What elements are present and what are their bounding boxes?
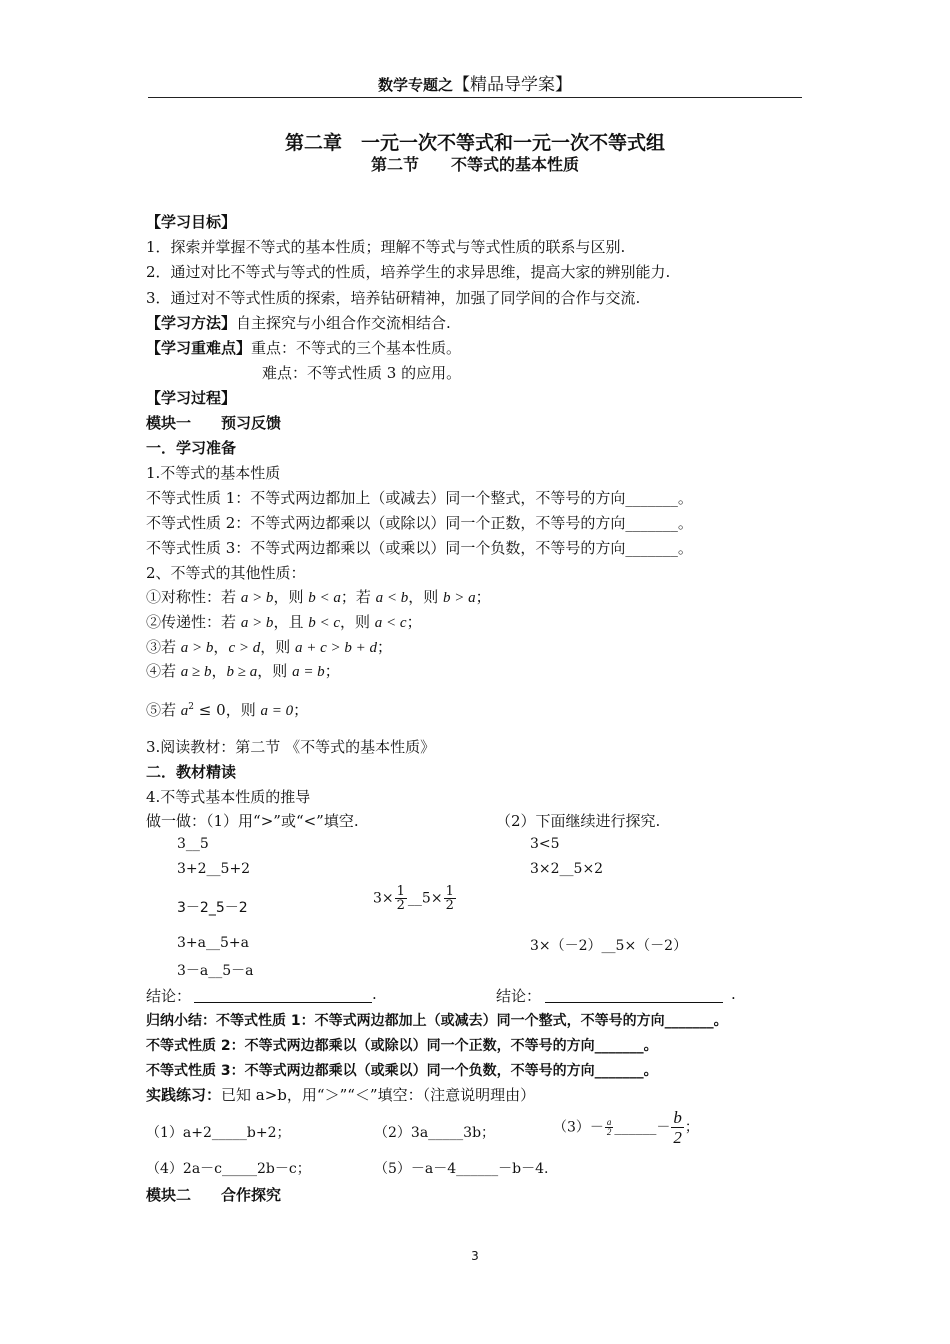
conclusion-right-blank <box>545 1002 723 1003</box>
practice-text: 已知 a>b，用“＞”“＜”填空：（注意说明理由） <box>221 1086 536 1104</box>
chapter-title: 第二章 一元一次不等式和一元一次不等式组 <box>284 132 665 154</box>
header-prefix: 数学专题之 <box>377 76 453 94</box>
practice-q2: （2）3a_____3b； <box>374 1125 496 1141</box>
other-property-5: ⑤若 $a^2 \le 0$，则 a = 0； <box>146 701 309 719</box>
other-property-4: ④若 a ≥ b，b ≥ a，则 a = b； <box>146 662 340 680</box>
prep-title: 一．学习准备 <box>146 439 237 457</box>
conclusion-right: 结论： <box>496 987 542 1005</box>
goal-item: 1．探索并掌握不等式的基本性质；理解不等式与等式性质的联系与区别. <box>146 238 626 256</box>
right-expression: 3×2__5×2 <box>530 861 604 877</box>
left-expression: 3－2_5－2 <box>177 900 248 916</box>
other-property-symmetry: ①对称性：若 a > b，则 b < a；若 a < b，则 b > a； <box>146 588 491 606</box>
page-number: 3 <box>471 1249 479 1263</box>
property-line: 不等式性质 3：不等式两边都乘以（或乘以）同一个负数，不等号的方向_______。 <box>146 539 693 557</box>
practice-q3: （3）－ $\frac{a}{2}$ ______－ $\frac{b}{2}$ ； <box>553 1108 699 1147</box>
conclusion-left-end: . <box>372 985 377 1003</box>
practice-q5: （5）－a－4______－b－4. <box>374 1161 549 1177</box>
practice-q1: （1）a+2_____b+2； <box>146 1125 291 1141</box>
left-expression: 3－a__5－a <box>177 963 254 979</box>
header-highlight: 【精品导学案】 <box>453 75 572 95</box>
module2-title: 模块二 合作探究 <box>146 1186 282 1204</box>
conclusion-left: 结论： <box>146 987 192 1005</box>
keypoints-difficult: 难点：不等式性质 3 的应用。 <box>262 364 462 382</box>
property-line: 不等式性质 2：不等式两边都乘以（或除以）同一个正数，不等号的方向_______。 <box>146 514 693 532</box>
right-expression: 3×（－2）__5×（－2） <box>530 938 688 954</box>
conclusion-left-blank <box>194 1002 372 1003</box>
practice-head: 实践练习： <box>146 1086 222 1104</box>
page-header <box>0 70 950 95</box>
goals-heading: 【学习目标】 <box>146 213 237 231</box>
method-line <box>146 312 451 333</box>
study-title: 二．教材精读 <box>146 763 237 781</box>
study-left-intro: 做一做：（1）用“>”或“<”填空. <box>146 812 359 830</box>
process-heading: 【学习过程】 <box>146 389 237 407</box>
keypoints-heading: 【学习重难点】 <box>146 339 252 357</box>
method-text: 自主探究与小组合作交流相结合. <box>236 314 451 332</box>
left-expression: 3+a__5+a <box>177 935 249 951</box>
summary-line: 不等式性质 2：不等式两边都乘以（或除以）同一个正数，不等号的方向_______。 <box>146 1038 658 1054</box>
summary-line: 不等式性质 3：不等式两边都乘以（或乘以）同一个负数，不等号的方向_______。 <box>146 1063 658 1079</box>
keypoints-key: 重点：不等式的三个基本性质。 <box>251 339 462 357</box>
prep-item1: 1.不等式的基本性质 <box>146 464 281 482</box>
method-heading: 【学习方法】 <box>146 314 237 332</box>
practice-line <box>146 1084 535 1105</box>
study-right-intro: （2）下面继续进行探究. <box>496 812 661 830</box>
right-expression: 3<5 <box>530 836 560 852</box>
left-expression: 3__5 <box>177 836 209 852</box>
module1-title: 模块一 预习反馈 <box>146 414 282 432</box>
practice-q4: （4）2a－c_____2b－c； <box>146 1161 311 1177</box>
header-rule <box>148 97 802 98</box>
goal-item: 2．通过对比不等式与等式的性质，培养学生的求异思维，提高大家的辨别能力. <box>146 263 671 281</box>
left-expression: 3+2__5+2 <box>177 861 251 877</box>
study-item4: 4.不等式基本性质的推导 <box>146 788 311 806</box>
prep-item2: 2、不等式的其他性质： <box>146 564 306 582</box>
keypoint-line <box>146 337 461 358</box>
prep-item3: 3.阅读教材：第二节 《不等式的基本性质》 <box>146 738 436 756</box>
summary-line: 归纳小结：不等式性质 1：不等式两边都加上（或减去）同一个整式，不等号的方向_______。 <box>146 1013 728 1029</box>
goal-item: 3．通过对不等式性质的探索，培养钻研精神，加强了同学间的合作与交流. <box>146 289 641 307</box>
other-property-3: ③若 a > b，c > d，则 a + c > b + d； <box>146 638 393 656</box>
fraction-expression: 3× $\frac{1}{2}$ __5× $\frac{1}{2}$ <box>373 884 454 913</box>
section-title: 第二节 不等式的基本性质 <box>370 155 579 174</box>
other-property-transitive: ②传递性：若 a > b，且 b < c，则 a < c； <box>146 613 422 631</box>
property-line: 不等式性质 1：不等式两边都加上（或减去）同一个整式，不等号的方向_______。 <box>146 489 693 507</box>
conclusion-right-end: . <box>731 985 736 1003</box>
